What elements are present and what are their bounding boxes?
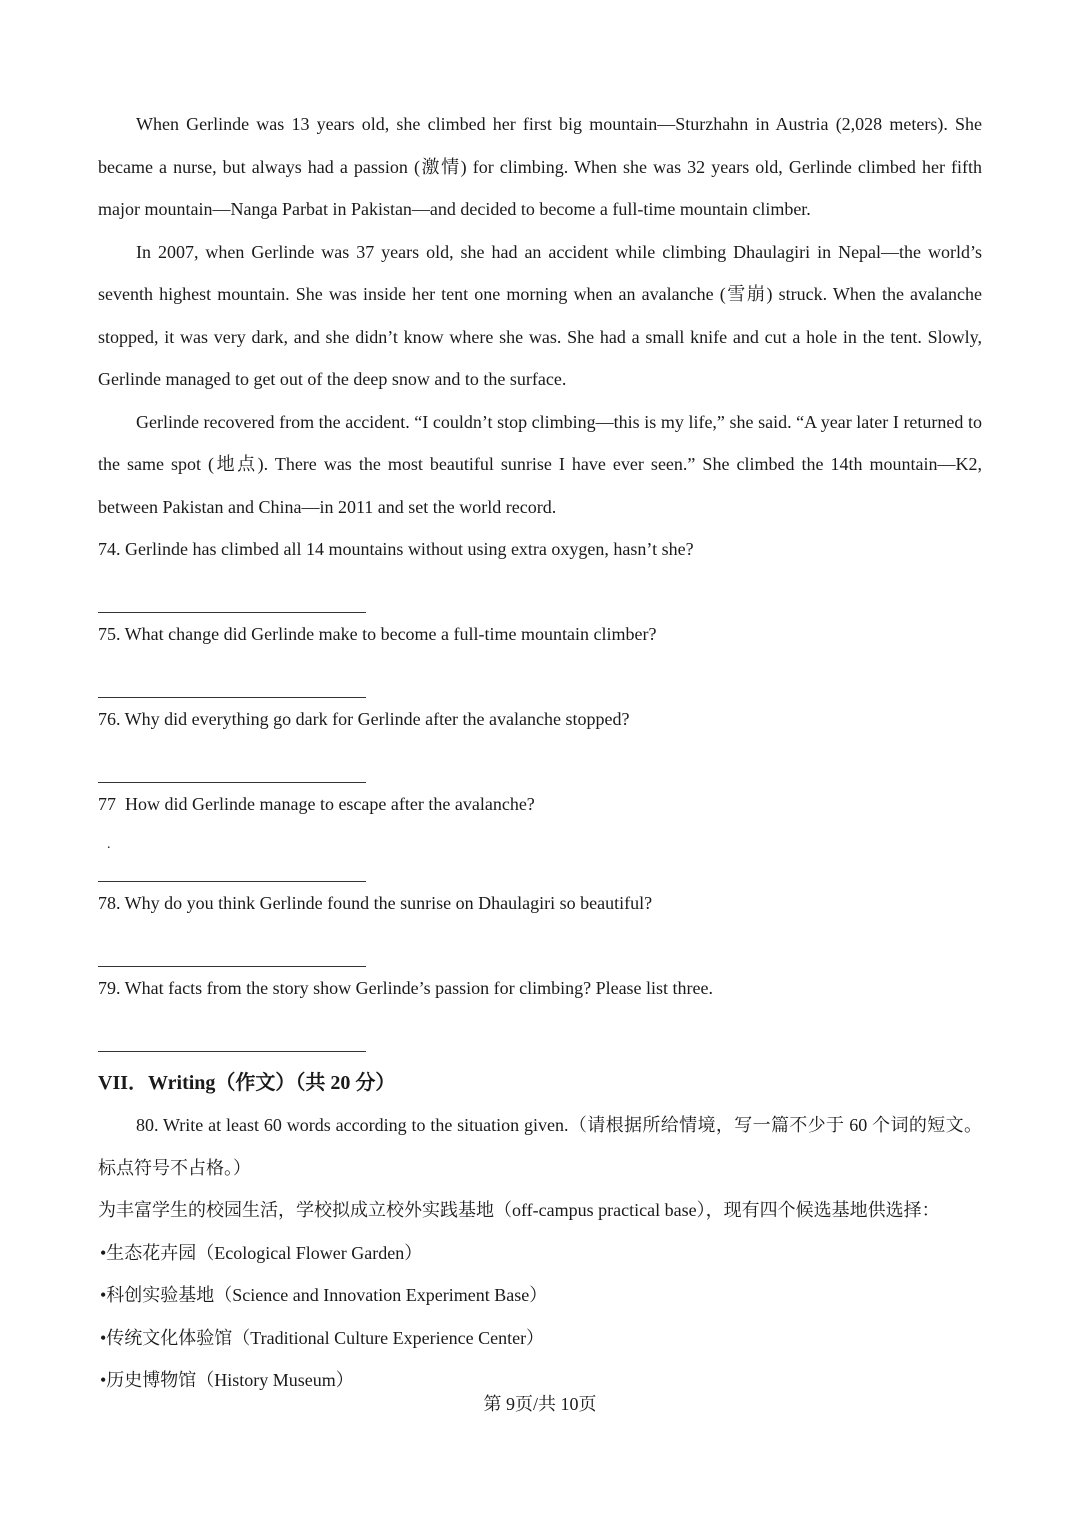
question-76-text: 76. Why did everything go dark for Gerlinde after the avalanche stopped?: [98, 709, 630, 729]
writing-intro: 为丰富学生的校园生活，学校拟成立校外实践基地（off-campus practical base），现有四个候选基地供选择：: [98, 1200, 940, 1220]
question-75-text: 75. What change did Gerlinde make to become a full-time mountain climber?: [98, 624, 657, 644]
base-option-2: •科创实验基地（Science and Innovation Experiment Base）: [100, 1285, 548, 1305]
question-79-text: 79. What facts from the story show Gerlinde’s passion for climbing? Please list three.: [98, 978, 714, 998]
question-77-body: How did Gerlinde manage to escape after the avalanche?: [125, 794, 535, 814]
question-77-text: [98, 783, 982, 852]
base-option-1: •生态花卉园（Ecological Flower Garden）: [100, 1242, 423, 1263]
base-option-3: •传统文化体验馆（Traditional Culture Experience Center）: [100, 1327, 545, 1348]
question-78: [98, 882, 982, 967]
passage-paragraph-3: Gerlinde recovered from the accident. “I couldn’t stop climbing—this is my life,” she said. “A year later I returned to the same spot (地点). There was the most beautiful sunrise I have ever seen.” She climbed the 14th mountain—K2, between Pakistan and China—in 2011 and set the world record.: [98, 411, 982, 517]
writing-section-heading: VII．Writing（作文）（共 20 分）: [98, 1072, 396, 1094]
base-option-4: •历史博物馆（History Museum）: [100, 1370, 354, 1390]
question-76: [98, 698, 982, 783]
passage-paragraph-1: When Gerlinde was 13 years old, she climbed her first big mountain—Sturzhahn in Austria (2,028 meters). She became a nurse, but always had a passion (激情) for climbing. When she was 32 years old, Gerlinde climbed her fifth major mountain—Nanga Parbat in Pakistan—and decided to become a full-time mountain climber.: [98, 114, 982, 219]
question-77-number: 77: [98, 794, 116, 814]
question-75: [98, 613, 982, 698]
question-74-text: 74. Gerlinde has climbed all 14 mountains without using extra oxygen, hasn’t she?: [98, 539, 694, 559]
question-78-text: 78. Why do you think Gerlinde found the sunrise on Dhaulagiri so beautiful?: [98, 893, 653, 913]
answer-line-79[interactable]: [98, 1051, 366, 1052]
question-79: [98, 967, 982, 1052]
question-77: [98, 783, 982, 882]
writing-prompt-80: 80. Write at least 60 words according to the situation given.（请根据所给情境，写一篇不少于 60 个词的短文。标点符号不占格。）: [98, 1115, 982, 1178]
exam-page: [98, 103, 982, 1402]
passage-paragraph-2: In 2007, when Gerlinde was 37 years old, she had an accident while climbing Dhaulagiri in Nepal—the world’s seventh highest mountain. She was inside her tent one morning when an avalanche (雪崩) struck. When the avalanche stopped, it was very dark, and she didn’t know where she was. She had a small knife and cut a hole in the tent. Slowly, Gerlinde managed to get out of the deep snow and to the surface.: [98, 241, 982, 389]
question-74: [98, 528, 982, 613]
question-77-dot: .: [107, 837, 111, 852]
page-number: 第 9页/共 10页: [483, 1394, 597, 1414]
